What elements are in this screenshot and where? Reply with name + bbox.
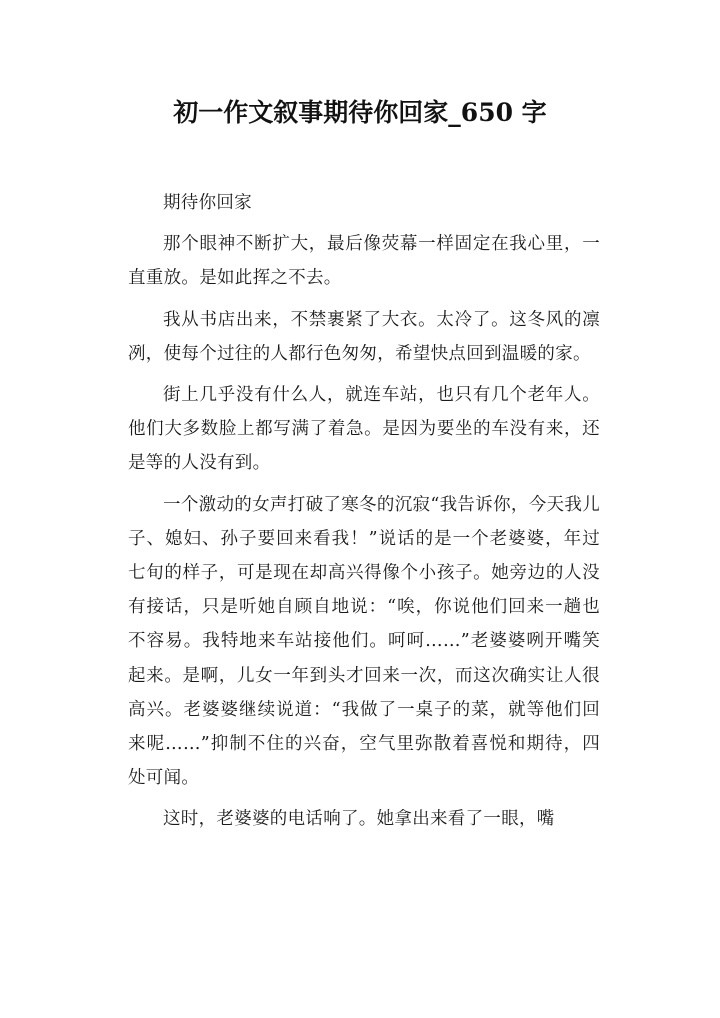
paragraph: 一个激动的女声打破了寒冬的沉寂“我告诉你，今天我儿子、媳妇、孙子要回来看我！”说话的是一个老婆婆，年过七旬的样子，可是现在却高兴得像个小孩子。她旁边的人没有接话，只是听她自顾自地说：“唉，你说他们回来一趟也不容易。我特地来车站接他们。呵呵……”老婆婆咧开嘴笑起来。是啊，儿女一年到头才回来一次，而这次确实让人很高兴。老婆婆继续说道：“我做了一桌子的菜，就等他们回来呢……”抑制不住的兴奋，空气里弥散着喜悦和期待，四处可闻。: [128, 494, 600, 789]
document-title: 初一作文叙事期待你回家_650 字: [173, 98, 547, 127]
paragraph: 那个眼神不断扩大，最后像荧幕一样固定在我心里，一直重放。是如此挥之不去。: [128, 234, 600, 289]
essay-subtitle: 期待你回家: [163, 193, 252, 213]
document-body: [128, 186, 600, 837]
paragraph: 街上几乎没有什么人，就连车站，也只有几个老年人。他们大多数脸上都写满了着急。是因为要坐的车没有来，还是等的人没有到。: [128, 385, 600, 474]
paragraph: 我从书店出来，不禁裹紧了大衣。太冷了。这冬风的凛冽，使每个过往的人都行色匆匆，希望快点回到温暖的家。: [128, 309, 600, 364]
paragraph: 这时，老婆婆的电话响了。她拿出来看了一眼，嘴: [163, 809, 555, 830]
